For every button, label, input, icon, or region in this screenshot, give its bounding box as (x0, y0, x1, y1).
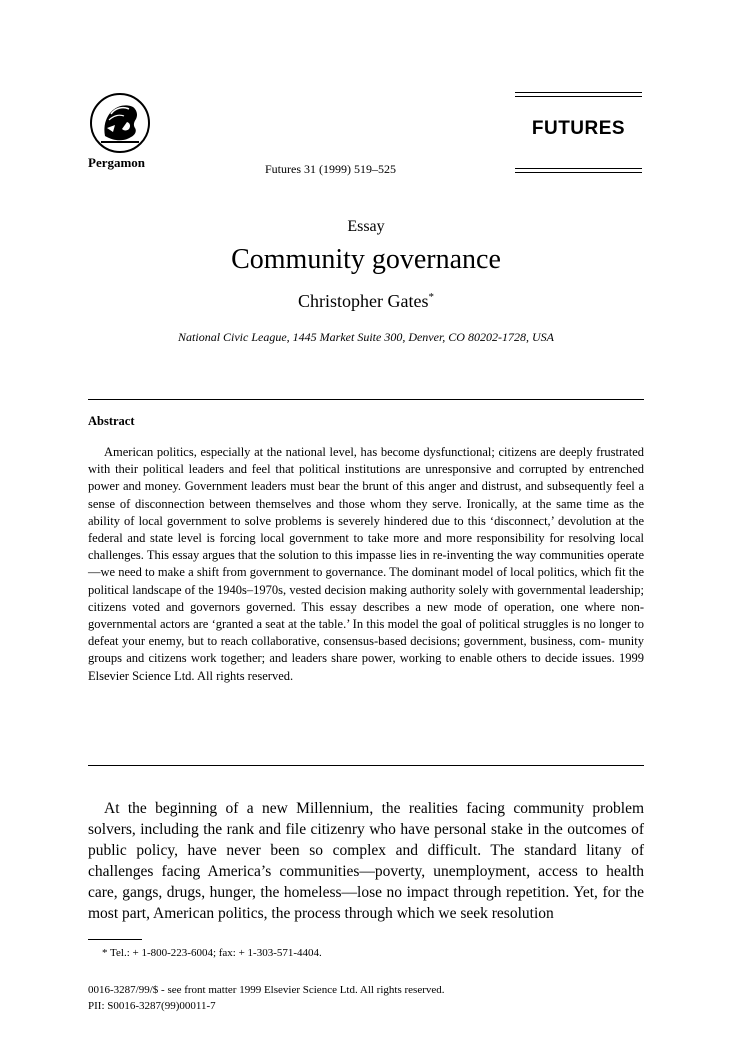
author-line (0, 291, 732, 312)
article-title: Community governance (231, 244, 501, 275)
masthead-rule (515, 92, 642, 93)
masthead-rule (515, 96, 642, 97)
abstract-heading: Abstract (88, 414, 135, 428)
abstract-top-rule (88, 399, 644, 400)
journal-citation: Futures 31 (1999) 519–525 (265, 162, 396, 176)
abstract-text: American politics, especially at the national level, has become dysfunctional; citizens are deeply frustrated with their political leaders and feel that political institutions are unresponsive and corrupted by entrenched power and money. Government leaders must bear the brunt of this anger and distrust, and subsequently feel a sense of disconnection between themselves and those whom they serve. Ironically, at the same time as the ability of local government to solve problems is severely hindered due to this ‘disconnect,’ devolution at the federal and state level is forcing local government to take more and more responsibility for resolving local challenges. This essay argues that the solution to this impasse lies in re-inventing the way communities operate—we need to make a shift from government to governance. The dominant model of local politics, which fit the political landscape of the 1940s–1970s, vested decision making authority solely with governmental leadership; citizens voted and governors governed. This essay describes a new mode of operation, one where non-governmental actors are ‘granted a seat at the table.’ In this model the goal of political struggles is no longer to defeat your enemy, but to reach collaborative, consensus-based decisions; government, business, com- munity groups and citizens work together; and leaders share power, working to enable others to decide issues. 1999 Elsevier Science Ltd. All rights reserved. (88, 445, 644, 683)
author-footnote-mark: * (428, 291, 434, 303)
masthead-rule (515, 168, 642, 169)
abstract-bottom-rule (88, 765, 644, 766)
author-contact-footnote: * Tel.: + 1-800-223-6004; fax: + 1-303-571-4404. (102, 947, 322, 959)
publisher-name: Pergamon (88, 155, 146, 170)
masthead-rule (515, 172, 642, 173)
author-name: Christopher Gates (298, 291, 429, 311)
journal-title: FUTURES (531, 118, 626, 139)
issn-line: 0016-3287/99/$ - see front matter 1999 Elsevier Science Ltd. All rights reserved. (88, 984, 445, 996)
author-affiliation: National Civic League, 1445 Market Suite 300, Denver, CO 80202-1728, USA (178, 330, 554, 344)
pii-line: PII: S0016-3287(99)00011-7 (88, 1000, 216, 1012)
body-paragraph: At the beginning of a new Millennium, the realities facing community problem solvers, including the rank and file citizenry who have personal stake in the outcomes of public policy, have never been so complex and difficult. The standard litany of challenges facing America’s communities—poverty, unemployment, access to health care, gangs, drugs, hunger, the homeless—lose no impact through repetition. Yet, for the most part, American politics, the process through which we seek resolution (88, 800, 644, 922)
publisher-logo (86, 92, 166, 154)
pergamon-athena-logo-icon (89, 92, 151, 154)
section-label: Essay (347, 218, 385, 235)
footnote-rule (88, 939, 142, 940)
